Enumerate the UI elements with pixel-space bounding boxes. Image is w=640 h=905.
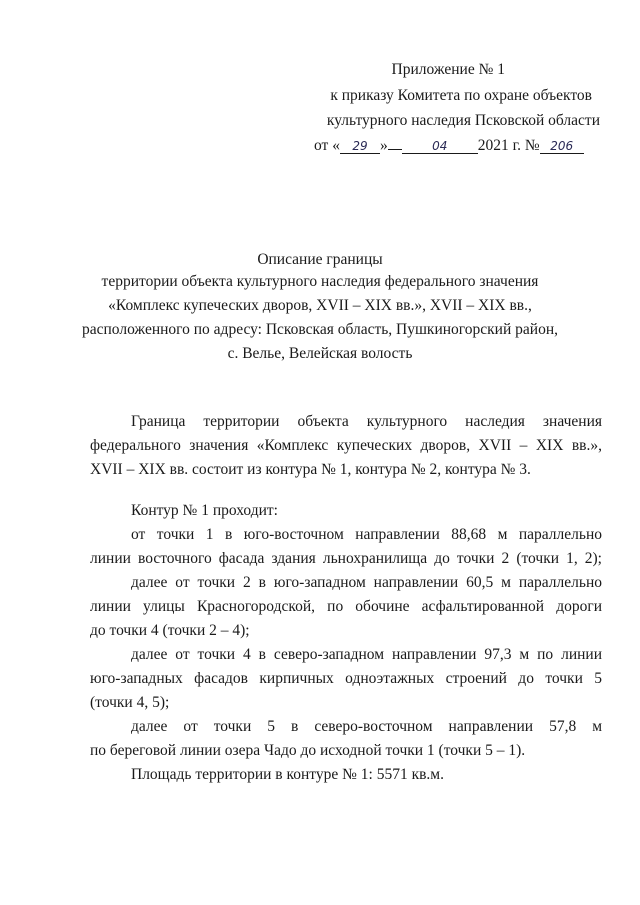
date-quote-close: » [379,137,388,154]
order-date-line [314,135,584,156]
appendix-label: Приложение № 1 [391,61,505,78]
order-line: к приказу Комитета по охране объектов [330,87,592,104]
p4-line-1: далее от точки 5 в северо-восточном направлении 57,8 м [131,718,602,735]
p2-line-2: линии улицы Красногородской, по обочине асфальтированной дороги [90,598,602,615]
handwritten-day: 29 [340,139,380,154]
handwritten-number: 206 [540,139,584,154]
date-prefix: от « [314,137,340,154]
title-line-1: Описание границы [257,251,383,268]
p3-line-2: юго-западных фасадов кирпичных одноэтажных строений до точки 5 [90,670,602,687]
title-line-4: расположенного по адресу: Псковская область, Пушкиногорский район, [81,321,558,338]
p3-line-3: (точки 4, 5); [90,694,170,711]
title-line-5: с. Велье, Велейская волость [227,345,413,362]
title-line-3: «Комплекс купеческих дворов, XVII – XIX вв.», XVII – XIX вв., [108,297,532,314]
title-line-2: территории объекта культурного наследия федерального значения [101,273,539,290]
p4-line-2: по береговой линии озера Чадо до исходной точки 1 (точки 5 – 1). [90,742,526,759]
handwritten-month: 04 [402,139,478,154]
contour-heading: Контур № 1 проходит: [131,502,278,519]
committee-line: культурного наследия Псковской области [326,112,600,129]
intro-line-3: XVII – XIX вв. состоит из контура № 1, контура № 2, контура № 3. [90,461,531,478]
p2-line-3: до точки 4 (точки 2 – 4); [90,622,250,639]
p3-line-1: далее от точки 4 в северо-западном направлении 97,3 м по линии [131,646,602,663]
p2-line-1: далее от точки 2 в юго-западном направлении 60,5 м параллельно [131,574,602,591]
year-text: 2021 г. № [477,137,540,154]
date-blank [388,135,402,150]
p1-line-2: линии восточного фасада здания льнохранилища до точки 2 (точки 1, 2); [90,550,602,567]
area-line: Площадь территории в контуре № 1: 5571 кв.м. [131,766,444,783]
intro-line-1: Граница территории объекта культурного наследия значения [131,413,602,430]
p1-line-1: от точки 1 в юго-восточном направлении 88,68 м параллельно [131,526,602,543]
intro-line-2: федерального значения «Комплекс купеческих дворов, XVII – XIX вв.», [90,437,602,454]
